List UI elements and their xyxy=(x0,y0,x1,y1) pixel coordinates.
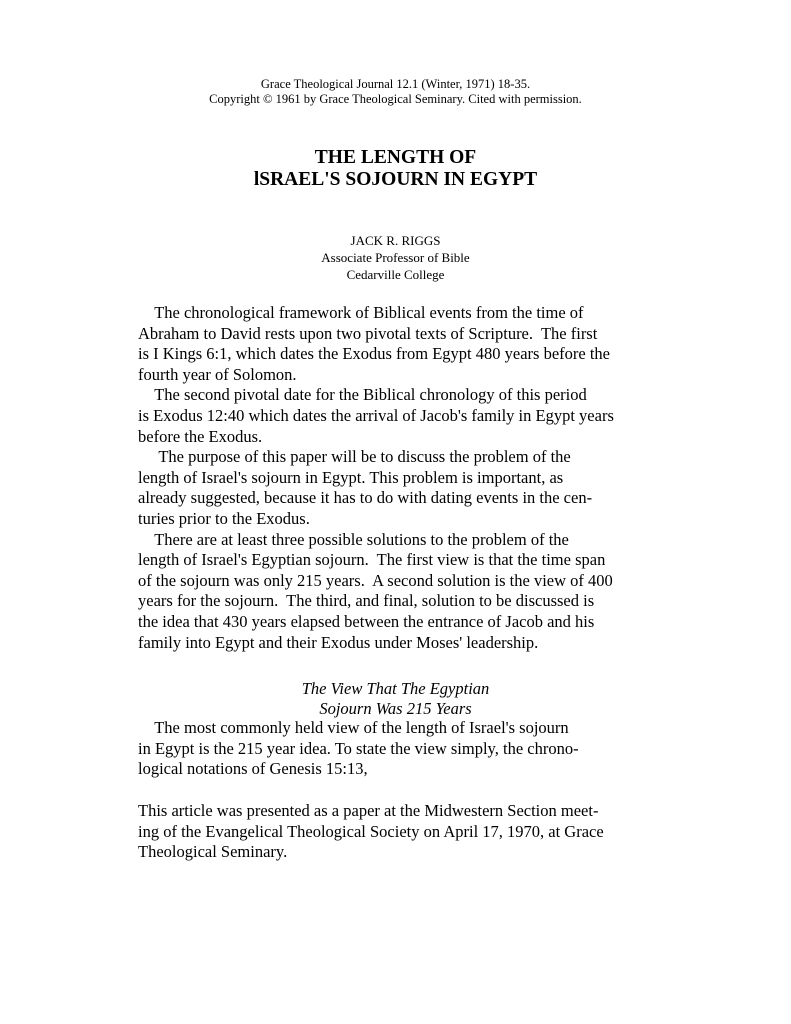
text-line: logical notations of Genesis 15:13, xyxy=(138,759,368,779)
paragraph xyxy=(138,530,698,654)
text-line: in Egypt is the 215 year idea. To state the view simply, the chrono- xyxy=(138,738,579,758)
text-line: is Exodus 12:40 which dates the arrival of Jacob's family in Egypt years xyxy=(138,405,614,425)
author-block xyxy=(0,232,791,283)
section-heading-line: Sojourn Was 215 Years xyxy=(319,698,472,718)
text-line: The most commonly held view of the length of Israel's sojourn xyxy=(138,718,569,737)
footnote-line: This article was presented as a paper at the Midwestern Section meet- xyxy=(138,801,599,820)
citation-line: Grace Theological Journal 12.1 (Winter, 1971) 18-35. xyxy=(260,77,531,91)
text-line: family into Egypt and their Exodus under Moses' leadership. xyxy=(138,632,539,652)
text-line: Abraham to David rests upon two pivotal texts of Scripture. The first xyxy=(138,323,598,343)
text-line: fourth year of Solomon. xyxy=(138,364,297,384)
paragraph xyxy=(138,447,698,529)
footnote-line: Theological Seminary. xyxy=(138,842,288,862)
text-line: of the sojourn was only 215 years. A second solution is the view of 400 xyxy=(138,570,613,590)
text-line: before the Exodus. xyxy=(138,426,263,446)
text-line: turies prior to the Exodus. xyxy=(138,508,310,528)
citation-header xyxy=(0,77,791,107)
footnote-line: ing of the Evangelical Theological Society on April 17, 1970, at Grace xyxy=(138,821,604,841)
text-line: There are at least three possible solutions to the problem of the xyxy=(138,529,569,549)
text-line: the idea that 430 years elapsed between the entrance of Jacob and his xyxy=(138,611,595,631)
section-body xyxy=(138,718,698,780)
author-institution: Cedarville College xyxy=(346,267,445,282)
text-line: The purpose of this paper will be to discuss the problem of the xyxy=(138,447,571,467)
text-line: years for the sojourn. The third, and final, solution to be discussed is xyxy=(138,591,595,611)
title-line: lSRAEL'S SOJOURN IN EGYPT xyxy=(253,169,538,190)
copyright-line: Copyright © 1961 by Grace Theological Seminary. Cited with permission. xyxy=(209,92,582,106)
section-heading xyxy=(0,679,791,718)
footnote xyxy=(138,801,698,863)
title-line: THE LENGTH OF xyxy=(314,147,477,168)
text-line: The second pivotal date for the Biblical chronology of this period xyxy=(138,385,587,405)
text-line: length of Israel's Egyptian sojourn. The first view is that the time span xyxy=(138,550,606,570)
text-line: is I Kings 6:1, which dates the Exodus from Egypt 480 years before the xyxy=(138,344,610,364)
section-heading-line: The View That The Egyptian xyxy=(301,679,490,698)
author-position: Associate Professor of Bible xyxy=(321,250,470,265)
text-line: The chronological framework of Biblical events from the time of xyxy=(138,303,584,322)
paragraph xyxy=(138,385,698,447)
text-line: already suggested, because it has to do with dating events in the cen- xyxy=(138,488,593,508)
author-name: JACK R. RIGGS xyxy=(350,233,441,248)
paragraph xyxy=(138,303,698,385)
article-title xyxy=(0,147,791,191)
text-line: length of Israel's sojourn in Egypt. This problem is important, as xyxy=(138,467,564,487)
intro-body xyxy=(138,303,698,653)
